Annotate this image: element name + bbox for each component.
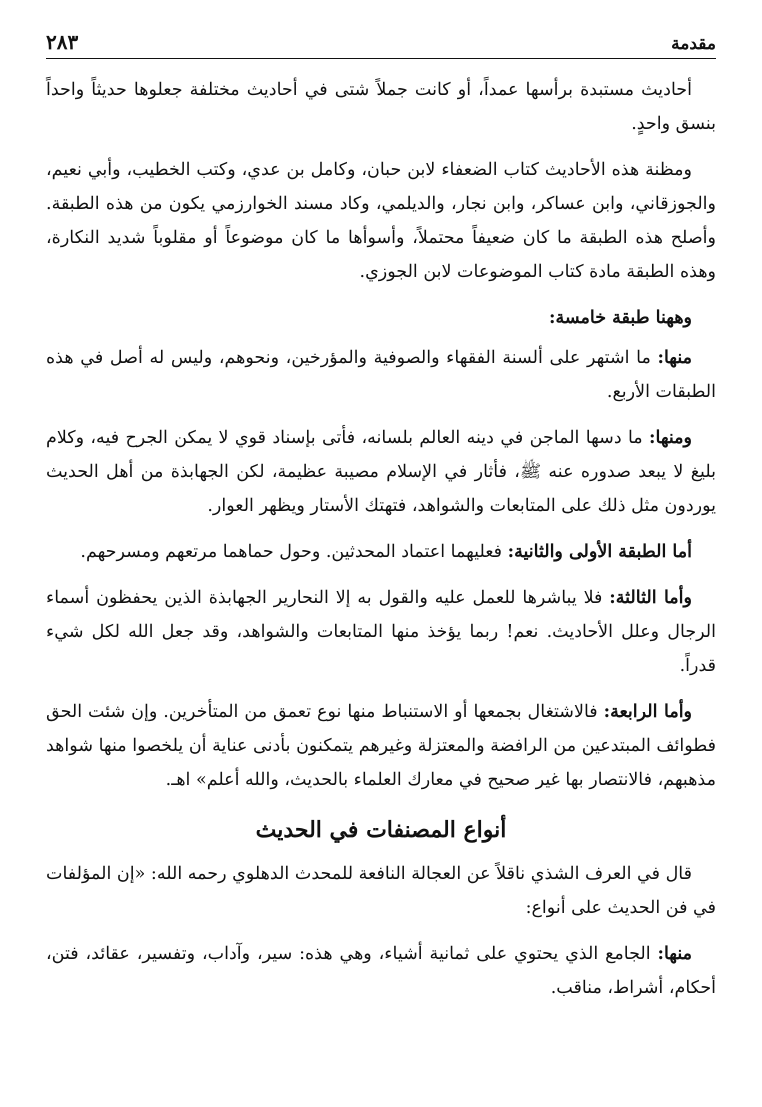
paragraph-text: فلا يباشرها للعمل عليه والقول به إلا النحارير الجهابذة الذين يحفظون أسماء الرجال وعلل الأحاديث. نعم! ربما يؤخذ منها المتابعات والشواهد، وقد جعل الله لكل شيء قدراً. <box>46 588 716 676</box>
body-text <box>46 73 716 1005</box>
paragraph-quote-intro: قال في العرف الشذي ناقلاً عن العجالة النافعة للمحدث الدهلوي رحمه الله: «إن المؤلفات في فن الحديث على أنواع: <box>46 864 716 918</box>
paragraph-fifth-2 <box>46 421 716 523</box>
paragraph-text: ما دسها الماجن في دينه العالم بلسانه، فأتى بإسناد قوي لا يمكن الجرح فيه، وكلام بليغ لا يبعد صدوره عنه ﷺ، فأثار في الإسلام مصيبة عظيمة، لكن الجهابذة من أهل الحديث يوردون مثل ذلك على المتابعات والشواهد، فتهتك الأستار ويظهر العوار. <box>46 428 716 516</box>
running-head: مقدمة <box>671 34 716 54</box>
paragraph-text: ما اشتهر على ألسنة الفقهاء والصوفية والمؤرخين، ونحوهم، وليس له أصل في هذه الطبقات الأربع. <box>46 348 716 402</box>
page-header <box>46 30 716 59</box>
paragraph-continuation: أحاديث مستبدة برأسها عمداً، أو كانت جملاً شتى في أحاديث مختلفة جعلوها حديثاً واحداً بنسق واحدٍ. <box>46 80 716 134</box>
page-number: ٢٨٣ <box>46 30 79 54</box>
paragraph-lead: ومنها: <box>649 428 692 448</box>
paragraph-first-second <box>46 535 716 569</box>
paragraph-third <box>46 581 716 683</box>
section-title: أنواع المصنفات في الحديث <box>255 817 507 843</box>
paragraph-fourth <box>46 695 716 797</box>
paragraph-lead: وأما الثالثة: <box>609 588 692 608</box>
paragraph-text: الجامع الذي يحتوي على ثمانية أشياء، وهي هذه: سير، وآداب، وتفسير، عقائد، فتن، أحكام، أشراط، مناقب. <box>46 944 716 998</box>
paragraph-sources: ومظنة هذه الأحاديث كتاب الضعفاء لابن حبان، وكامل بن عدي، وكتب الخطيب، وأبي نعيم، والجوزقاني، وابن عساكر، وابن نجار، والديلمي، وكاد مسند الخوارزمي يكون من هذه الطبقة. وأصلح هذه الطبقة ما كان ضعيفاً محتملاً، وأسوأها ما كان موضوعاً أو مقلوباً شديد النكارة، وهذه الطبقة مادة كتاب الموضوعات لابن الجوزي. <box>46 160 716 282</box>
paragraph-text: فعليهما اعتماد المحدثين. وحول حماهما مرتعهم ومسرحهم. <box>80 542 508 562</box>
paragraph-fifth-1 <box>46 341 716 409</box>
paragraph-lead: وأما الرابعة: <box>603 702 693 722</box>
paragraph-lead: أما الطبقة الأولى والثانية: <box>507 542 692 562</box>
paragraph-jami <box>46 937 716 1005</box>
paragraph-lead: منها: <box>657 944 692 964</box>
fifth-class-heading: وههنا طبقة خامسة: <box>549 308 692 328</box>
paragraph-lead: منها: <box>657 348 692 368</box>
paragraph-text: فالاشتغال بجمعها أو الاستنباط منها نوع تعمق من المتأخرين. وإن شئت الحق فطوائف المبتدعين من الرافضة والمعتزلة وغيرهم يتمكنون بأدنى عناية أن يلخصوا منها شواهد مذهبهم، فالانتصار بها غير صحيح في معارك العلماء بالحديث، والله أعلم» اهـ. <box>46 702 716 790</box>
